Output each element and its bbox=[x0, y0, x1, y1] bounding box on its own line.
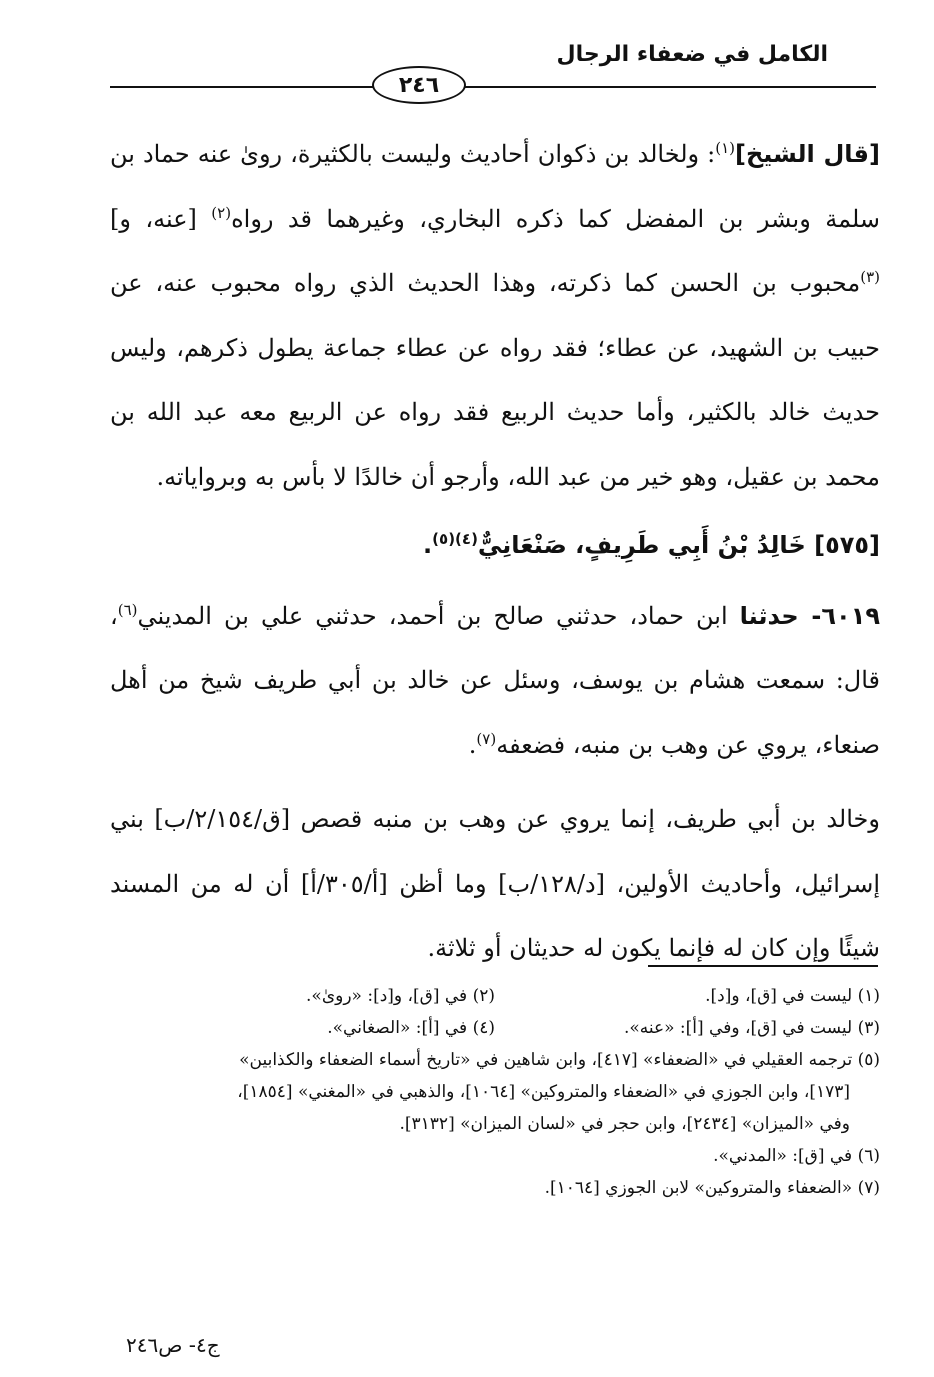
paragraph-text: : ولخالد بن ذكوان أحاديث وليست بالكثيرة، روىٰ عنه حماد بن سلمة وبشر بن المفضل كما ذكره البخاري، وغيرهما قد رواه bbox=[110, 140, 880, 233]
footnote-ref-7: (٧) bbox=[476, 729, 497, 748]
header-rule bbox=[110, 86, 876, 88]
footnote-6: (٦) في [ق]: «المدني». bbox=[713, 1146, 880, 1166]
footnote-row bbox=[110, 980, 880, 1012]
footnote-ref-6: (٦) bbox=[117, 600, 138, 619]
entry-heading-text: [٥٧٥] خَالِدُ بْنُ أَبِي طَرِيفٍ، صَنْعَانِيٌّ bbox=[477, 531, 880, 559]
footnote-ref-3: (٣) bbox=[860, 268, 880, 286]
paragraph-hadith bbox=[110, 584, 880, 778]
footer-volume-page: ج٤- ص٢٤٦ bbox=[126, 1333, 220, 1357]
footnote-ref-2: (٢) bbox=[211, 203, 232, 222]
footnote-row bbox=[110, 1012, 880, 1044]
sheikh-lead: [قال الشيخ] bbox=[735, 140, 880, 168]
footnote-2: (٢) في [ق]، و[د]: «روىٰ». bbox=[306, 986, 495, 1006]
hadith-number: ٦٠١٩- حدثنا bbox=[739, 601, 880, 630]
footnotes bbox=[110, 980, 880, 1204]
footnote-7: (٧) «الضعفاء والمتروكين» لابن الجوزي [١٠٦٤]. bbox=[544, 1178, 880, 1198]
footnote-ref-1: (١) bbox=[715, 139, 735, 157]
footnote-rule bbox=[648, 965, 878, 967]
paragraph-text: ابن حماد، حدثني صالح بن أحمد، حدثني علي بن المديني bbox=[137, 601, 740, 630]
footnote-5-line-1: (٥) ترجمه العقيلي في «الضعفاء» [٤١٧]، وابن شاهين في «تاريخ أسماء الضعفاء والكذابين» bbox=[239, 1050, 880, 1070]
footnote-4: (٤) في [أ]: «الصغاني». bbox=[327, 1018, 495, 1038]
paragraph-commentary: وخالد بن أبي طريف، إنما يروي عن وهب بن منبه قصص [ق/٢/١٥٤/ب] بني إسرائيل، وأحاديث الأولين، [د/١٢٨/ب] وما أظن [أ/٣٠٥/أ] أن له من المسند شيئًا وإن كان له فإنما يكون له حديثان أو ثلاثة. bbox=[110, 805, 880, 962]
paragraph-text: محبوب بن الحسن كما ذكرته، وهذا الحديث الذي رواه محبوب عنه، عن حبيب بن الشهيد، عن عطاء؛ فقد رواه عن عطاء جماعة يطول ذكرهم، وليس حديث خالد بالكثير، وأما حديث الربيع فقد رواه عن الربيع معه عبد الله بن محمد بن عقيل، وهو خير من عبد الله، وأرجو أن خالدًا لا بأس به وبرواياته. bbox=[110, 269, 880, 491]
entry-heading bbox=[110, 513, 880, 578]
page-number-badge: ٢٤٦ bbox=[372, 66, 466, 104]
footnote-5-line-2: [١٧٣]، وابن الجوزي في «الضعفاء والمتروكين» [١٠٦٤]، والذهبي في «المغني» [١٨٥٤]، bbox=[237, 1082, 850, 1102]
footnote-3: (٣) ليست في [ق]، وفي [أ]: «عنه». bbox=[623, 1018, 880, 1038]
running-header-title: الكامل في ضعفاء الرجال bbox=[556, 42, 828, 67]
paragraph-text: [عنه، و] bbox=[110, 204, 212, 233]
paragraph-text: ، قال: سمعت هشام بن يوسف، وسئل عن خالد بن أبي طريف شيخ من أهل صنعاء، يروي عن وهب بن منبه، فضعفه bbox=[110, 601, 880, 759]
main-text bbox=[110, 122, 880, 981]
footnote-ref-4-5: (٤)(٥) bbox=[432, 530, 478, 548]
footnote-5-line-3: وفي «الميزان» [٢٤٣٤]، وابن حجر في «لسان الميزان» [٣١٣٢]. bbox=[399, 1114, 850, 1134]
paragraph-sheikh-comment bbox=[110, 122, 880, 509]
footnote-1: (١) ليست في [ق]، و[د]. bbox=[705, 986, 880, 1006]
paragraph-text: . bbox=[468, 730, 477, 759]
entry-heading-end: . bbox=[423, 531, 433, 559]
